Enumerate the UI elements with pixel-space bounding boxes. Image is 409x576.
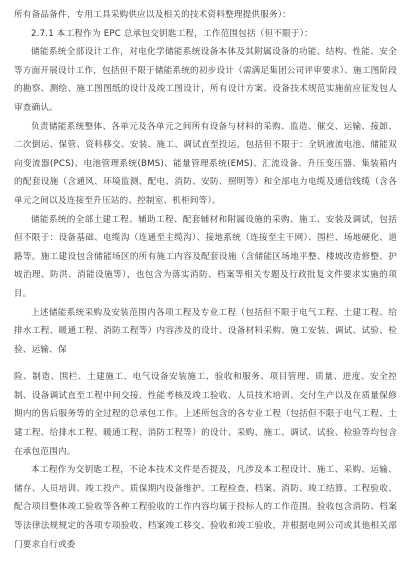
paragraph-engineering-scope-cont: 险、制造、围栏、土建施工、电气设备安装施工、验收和服务、项目管理、质量、进度、安全控制、设备调试直至工程中间交接、性能考核及竣工验收、人员技术培训、交付生产以及在质量保修期内的售后服务等的全过程的总承包工作。上述所包含的各专业工程（包括但不限于电气工程、土建工程、给排水工程、暖通工程、消防工程等）的设计、采购、施工、调试、试验、检验等均包含在承包范围内。 [14, 372, 397, 457]
paragraph-civil-scope: 储能系统的全部土建工程、辅助工程、配套辅材和附属设施的采购、施工、安装及调试，包括但不限于：设备基础、电缆沟（连通至主缆沟）、接地系统（连接至主干网）、围栏、场地硬化、道路等。施工建设包含储能场区的所有施工内容及配套设施（含储能区场地平整、楼坡改造修整、护坡治理、防洪、消能设施等），也包含为落实消防、档案等相关专题及行政批复文件要求实施的项目。 [14, 214, 397, 299]
paragraph-continuation: 所有备品备件、专用工具采购供应以及相关的技术资料整理提供服务）： [14, 10, 292, 20]
paragraph-engineering-scope: 上述储能系统采购及安装范围内各项工程及专业工程（包括但不限于电气工程、土建工程、给排水工程、暖通工程、消防工程等）内容涉及的设计、设备材料采购、施工安装、调试、试验、检验、运输、保 [14, 307, 397, 355]
page-break-gap [14, 359, 397, 368]
section-heading-2-7-1: 2.7.1 本工程作为 EPC 总承包交钥匙工程，工作范围包括（但不限于）： [31, 28, 314, 39]
paragraph-design-scope: 储能系统全部设计工作，对电化学储能系统设备本体及其附属设备的功能、结构、性能、安全等方面开展设计工作，包括但不限于储能系统的初步设计（需满足集团公司评审要求）、施工图阶段的勘察、测绘、施工图图纸的设计及竣工图设计，所有设计方案、设备技术规范实施前应征发包人审查确认。 [14, 47, 397, 113]
paragraph-turnkey-scope: 本工程作为交钥匙工程，不论本技术文件是否提及，凡涉及本工程设计、施工、采购、运输、储存、人员培训、竣工投产、质保期内设备维护、工程检查、档案、消防、竣工结算、工程验收、配合项目整体竣工验收等各种工程验收的工作内容均属于投标人的工作范围。验收包含消防、档案等法律法规规定的各项专项验收、档案竣工移交、验收和竣工验收，并根据电网公司或其他相关部门要求自行或委 [14, 465, 397, 550]
paragraph-equipment-scope: 负责储能系统整体、各单元及各单元之间所有设备与材料的采购、监造、催交、运输、接卸、二次倒运、保管、资料移交、安装、施工、调试直至投运，包括但不限于：全钒液流电池、储能双向变流器(PCS)、电池管理系统(BMS)、能量管理系统(EMS)、汇流设备、升压变压器、集装箱内的配套设施（含通风、环境监测、配电、消防、安防、照明等）和全部电力电缆及通信线缆（含各单元之间以及连接至升压站的、控制室、机柜间等）。 [14, 121, 397, 206]
